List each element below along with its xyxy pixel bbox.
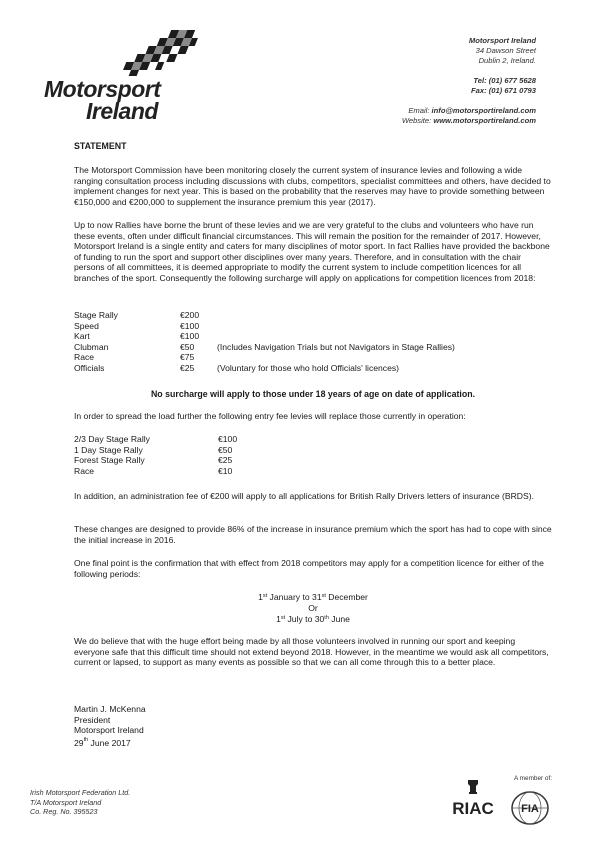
entry-fee-row xyxy=(74,466,237,477)
surcharge-amount: €50 xyxy=(180,341,195,352)
surcharge-table xyxy=(74,310,455,374)
paragraph-1: The Motorsport Commission have been monitoring closely the current system of insurance levies and following a wide ranging consultation process including discussions with clubs, competitors, specialist committees and others, have decided to implement changes for next year. This is based on the probability that the reserves may have to provide something between €150,000 and €200,000 to supplement the insurance premium this year (2017). xyxy=(74,165,551,207)
logo-word-ireland: Ireland xyxy=(86,98,158,124)
surcharge-row xyxy=(74,342,455,353)
riac-logo-icon xyxy=(446,778,500,820)
address-block xyxy=(402,36,536,126)
address-tel: Tel: (01) 677 5628 xyxy=(473,76,536,85)
licence-period-1: 1st January to 31st December xyxy=(258,592,368,602)
surcharge-row xyxy=(74,363,455,374)
entry-fee-name: 1 Day Stage Rally xyxy=(74,444,143,455)
address-city: Dublin 2, Ireland. xyxy=(478,56,536,65)
entry-fee-table xyxy=(74,434,237,476)
surcharge-amount: €25 xyxy=(180,362,195,373)
motorsport-ireland-logo xyxy=(42,28,202,123)
surcharge-name: Speed xyxy=(74,320,99,331)
entry-fee-row xyxy=(74,434,237,445)
website-label: Website: xyxy=(401,116,434,125)
signatory-org: Motorsport Ireland xyxy=(74,725,144,736)
entry-fee-row xyxy=(74,455,237,466)
signature-block xyxy=(74,704,146,736)
licence-period-2: 1st July to 30th June xyxy=(276,614,350,624)
surcharge-name: Stage Rally xyxy=(74,310,118,320)
entry-fee-name: 2/3 Day Stage Rally xyxy=(74,434,150,444)
paragraph-4: In addition, an administration fee of €200 will apply to all applications for British Rally Drivers letters of insurance (BRDS). xyxy=(74,491,534,501)
entry-fee-row xyxy=(74,445,237,456)
entry-fee-name: Race xyxy=(74,465,95,476)
paragraph-2: Up to now Rallies have borne the brunt of these levies and we are very grateful to the clubs and volunteers who have run these events, often under difficult financial circumstances. This will remain the position for the remainder of 2017. However, Motorsport Ireland is a single entity and caters for many disciplines of motor sport. In fact Rallies have provided the backbone of funding to run the sport and support other disciplines over many years. Therefore, and in consultation with the chair persons of all committees, it is deemed appropriate to modify the current system to include competition licences for all branches of the sport. Consequently the following surcharge will apply on applications for competition licences from 2018: xyxy=(74,220,550,283)
footer-company: Irish Motorsport Federation Ltd. xyxy=(30,788,131,797)
paragraph-3: In order to spread the load further the following entry fee levies will replace those currently in operation: xyxy=(74,411,466,421)
surcharge-name: Kart xyxy=(74,331,90,342)
email-label: Email: xyxy=(408,106,432,115)
surcharge-name: Race xyxy=(74,352,95,363)
entry-fee-amount: €10 xyxy=(218,465,233,476)
surcharge-amount: €100 xyxy=(180,320,200,331)
surcharge-row xyxy=(74,352,455,363)
entry-fee-amount: €25 xyxy=(218,455,233,466)
address-org: Motorsport Ireland xyxy=(468,36,536,45)
website-link[interactable]: www.motorsportireland.com xyxy=(433,116,536,125)
email-link[interactable]: info@motorsportireland.com xyxy=(431,106,536,115)
checkered-flag-icon xyxy=(104,28,200,80)
company-footer xyxy=(30,788,130,817)
letter-date: 29th June 2017 xyxy=(74,737,131,748)
signatory-name: Martin J. McKenna xyxy=(74,704,146,714)
surcharge-name: Clubman xyxy=(74,341,109,352)
svg-text:RIAC: RIAC xyxy=(452,799,494,818)
member-of-label: A member of: xyxy=(514,775,553,782)
licence-period-or: Or xyxy=(308,603,318,613)
address-street: 34 Dawson Street xyxy=(475,46,536,55)
paragraph-7: We do believe that with the huge effort being made by all those volunteers involved in running our sport and keeping everyone safe that this difficult time should not extend beyond 2018. However, in the meantime we would ask all competitors, current or lapsed, to support as many events as possible so that we can all come through this to a better place. xyxy=(74,636,549,668)
surcharge-amount: €75 xyxy=(180,352,195,363)
surcharge-note: (Voluntary for those who hold Officials' licences) xyxy=(217,362,400,373)
surcharge-name: Officials xyxy=(74,362,105,373)
entry-fee-name: Forest Stage Rally xyxy=(74,455,145,466)
svg-text:FIA: FIA xyxy=(521,803,539,815)
logo-word-motorsport: Motorsport xyxy=(44,76,161,102)
statement-heading: STATEMENT xyxy=(74,141,127,151)
surcharge-row xyxy=(74,310,455,321)
no-surcharge-notice: No surcharge will apply to those under 18 years of age on date of application. xyxy=(150,389,476,399)
entry-fee-amount: €100 xyxy=(218,434,238,444)
address-fax: Fax: (01) 671 0793 xyxy=(470,86,536,95)
paragraph-5: These changes are designed to provide 86% of the increase in insurance premium which the sport has had to cope with since the initial increase in 2016. xyxy=(74,524,552,545)
surcharge-amount: €100 xyxy=(180,331,200,342)
surcharge-amount: €200 xyxy=(180,310,200,320)
surcharge-note: (Includes Navigation Trials but not Navigators in Stage Rallies) xyxy=(217,341,455,352)
entry-fee-amount: €50 xyxy=(218,444,233,455)
surcharge-row xyxy=(74,331,455,342)
footer-reg-no: Co. Reg. No. 395523 xyxy=(30,807,98,817)
footer-trading-as: T/A Motorsport Ireland xyxy=(30,797,102,807)
paragraph-6: One final point is the confirmation that with effect from 2018 competitors may apply for a competition licence for either of the following periods: xyxy=(74,558,544,579)
surcharge-row xyxy=(74,321,455,332)
fia-logo-icon xyxy=(510,790,550,826)
signatory-title: President xyxy=(74,714,111,725)
